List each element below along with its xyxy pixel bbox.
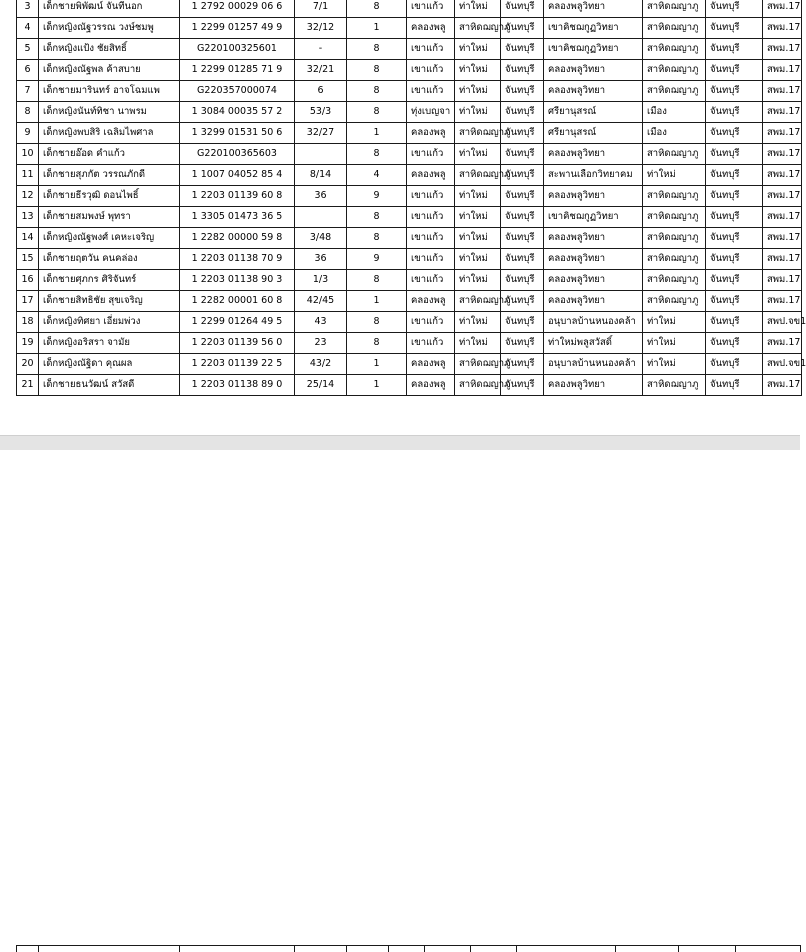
table-row (17, 354, 802, 375)
tambon-cell: ท่าใหม่ (455, 144, 501, 165)
moo-number-cell: 1 (347, 354, 407, 375)
row-number-cell: 14 (17, 228, 39, 249)
next-table-top-edge (16, 945, 801, 952)
house-number-cell: 32/21 (295, 60, 347, 81)
village-cell: เขาแก้ว (407, 60, 455, 81)
row-number-cell: 9 (17, 123, 39, 144)
house-number-cell: 36 (295, 186, 347, 207)
tambon-cell: สาหิดฌญาภู (455, 18, 501, 39)
tambon-cell: ท่าใหม่ (455, 81, 501, 102)
education-area-cell: สพม.17 (763, 186, 802, 207)
school-province-cell: จันทบุรี (706, 312, 763, 333)
table-row (17, 312, 802, 333)
citizen-id-cell: 1 3084 00035 57 2 (180, 102, 295, 123)
student-name-cell: เด็กหญิงณัฐพงศ์ เคหะเจริญ (39, 228, 180, 249)
moo-number-cell: 8 (347, 39, 407, 60)
province-cell: จันทบุรี (501, 186, 544, 207)
student-name-cell: เด็กชายสิทธิชัย สุขเจริญ (39, 291, 180, 312)
citizen-id-cell: 1 2792 00029 06 6 (180, 0, 295, 18)
moo-number-cell: 8 (347, 144, 407, 165)
moo-number-cell: 8 (347, 270, 407, 291)
citizen-id-cell: 1 2203 01139 56 0 (180, 333, 295, 354)
student-name-cell: เด็กชายสุภกัต วรรณภักดี (39, 165, 180, 186)
school-district-cell: สาหิดฌญาภู (643, 60, 706, 81)
school-province-cell: จันทบุรี (706, 354, 763, 375)
row-number-cell: 13 (17, 207, 39, 228)
village-cell: คลองพลู (407, 165, 455, 186)
moo-number-cell: 8 (347, 228, 407, 249)
province-cell: จันทบุรี (501, 291, 544, 312)
province-cell: จันทบุรี (501, 333, 544, 354)
school-province-cell: จันทบุรี (706, 249, 763, 270)
school-district-cell: สาหิดฌญาภู (643, 0, 706, 18)
row-number-cell: 21 (17, 375, 39, 396)
row-number-cell: 16 (17, 270, 39, 291)
province-cell: จันทบุรี (501, 39, 544, 60)
row-number-cell: 19 (17, 333, 39, 354)
moo-number-cell: 1 (347, 375, 407, 396)
row-number-cell: 7 (17, 81, 39, 102)
tambon-cell: ท่าใหม่ (455, 270, 501, 291)
tambon-cell: ท่าใหม่ (455, 102, 501, 123)
province-cell: จันทบุรี (501, 81, 544, 102)
school-province-cell: จันทบุรี (706, 18, 763, 39)
student-name-cell: เด็กชายธีรวุฒิ ดอนไพธิ์ (39, 186, 180, 207)
education-area-cell: สพม.17 (763, 165, 802, 186)
education-area-cell: สพม.17 (763, 123, 802, 144)
table-row (17, 249, 802, 270)
school-name-cell: อนุบาลบ้านหนองคล้า (544, 354, 643, 375)
school-name-cell: ศรียานุสรณ์ (544, 123, 643, 144)
house-number-cell: 36 (295, 249, 347, 270)
table-row (17, 186, 802, 207)
school-name-cell: สะพานเลือกวิทยาคม (544, 165, 643, 186)
school-province-cell: จันทบุรี (706, 375, 763, 396)
citizen-id-cell: 1 2299 01257 49 9 (180, 18, 295, 39)
moo-number-cell: 8 (347, 207, 407, 228)
moo-number-cell: 8 (347, 333, 407, 354)
citizen-id-cell: 1 2203 01139 60 8 (180, 186, 295, 207)
table-row (17, 144, 802, 165)
student-name-cell: เด็กชายพิพัฒน์ จันทีนอก (39, 0, 180, 18)
citizen-id-cell: 1 2299 01264 49 5 (180, 312, 295, 333)
school-name-cell: เขาคิชฌกูฏวิทยา (544, 18, 643, 39)
school-province-cell: จันทบุรี (706, 123, 763, 144)
table-row (17, 102, 802, 123)
moo-number-cell: 1 (347, 123, 407, 144)
student-name-cell: เด็กชายมารินทร์ อาจโฉมแพ (39, 81, 180, 102)
house-number-cell: 42/45 (295, 291, 347, 312)
student-name-cell: เด็กหญิงณัฐวรรณ วงษ์ชมพู (39, 18, 180, 39)
citizen-id-cell: 1 2299 01285 71 9 (180, 60, 295, 81)
house-number-cell: - (295, 39, 347, 60)
row-number-cell: 3 (17, 0, 39, 18)
tambon-cell: ท่าใหม่ (455, 207, 501, 228)
province-cell: จันทบุรี (501, 102, 544, 123)
house-number-cell: 32/27 (295, 123, 347, 144)
house-number-cell: 32/12 (295, 18, 347, 39)
row-number-cell: 12 (17, 186, 39, 207)
village-cell: เขาแก้ว (407, 228, 455, 249)
row-number-cell: 17 (17, 291, 39, 312)
moo-number-cell: 9 (347, 186, 407, 207)
moo-number-cell: 1 (347, 18, 407, 39)
province-cell: จันทบุรี (501, 18, 544, 39)
student-name-cell: เด็กหญิงแป้ง ชัยสิทธิ์ (39, 39, 180, 60)
province-cell: จันทบุรี (501, 165, 544, 186)
moo-number-cell: 8 (347, 60, 407, 81)
village-cell: เขาแก้ว (407, 0, 455, 18)
table-row (17, 60, 802, 81)
school-name-cell: ท่าใหม่พลูสวัสดิ์ (544, 333, 643, 354)
moo-number-cell: 8 (347, 102, 407, 123)
house-number-cell: 1/3 (295, 270, 347, 291)
education-area-cell: สพม.17 (763, 228, 802, 249)
table-row (17, 375, 802, 396)
moo-number-cell: 8 (347, 312, 407, 333)
province-cell: จันทบุรี (501, 207, 544, 228)
school-name-cell: เขาคิชฌกูฏวิทยา (544, 39, 643, 60)
village-cell: คลองพลู (407, 291, 455, 312)
school-district-cell: ท่าใหม่ (643, 312, 706, 333)
village-cell: เขาแก้ว (407, 249, 455, 270)
school-district-cell: ท่าใหม่ (643, 165, 706, 186)
province-cell: จันทบุรี (501, 354, 544, 375)
province-cell: จันทบุรี (501, 228, 544, 249)
student-name-cell: เด็กหญิงทิศยา เอี่ยมพ่วง (39, 312, 180, 333)
province-cell: จันทบุรี (501, 123, 544, 144)
school-name-cell: คลองพลูวิทยา (544, 375, 643, 396)
row-number-cell: 6 (17, 60, 39, 81)
house-number-cell (295, 144, 347, 165)
student-name-cell: เด็กหญิงอริสรา จามัย (39, 333, 180, 354)
village-cell: เขาแก้ว (407, 333, 455, 354)
student-name-cell: เด็กหญิงณัฐิดา คุณผล (39, 354, 180, 375)
student-name-cell: เด็กชายศุภกร ศิริจันทร์ (39, 270, 180, 291)
student-name-cell: เด็กหญิงนันท์ทิชา นาพรม (39, 102, 180, 123)
house-number-cell: 6 (295, 81, 347, 102)
education-area-cell: สพม.17 (763, 102, 802, 123)
school-province-cell: จันทบุรี (706, 39, 763, 60)
house-number-cell (295, 207, 347, 228)
tambon-cell: ท่าใหม่ (455, 312, 501, 333)
moo-number-cell: 1 (347, 291, 407, 312)
education-area-cell: สพม.17 (763, 18, 802, 39)
school-province-cell: จันทบุรี (706, 165, 763, 186)
school-name-cell: คลองพลูวิทยา (544, 60, 643, 81)
school-district-cell: เมือง (643, 102, 706, 123)
school-province-cell: จันทบุรี (706, 81, 763, 102)
student-name-cell: เด็กชายฤตวัน คนคล่อง (39, 249, 180, 270)
table-row (17, 18, 802, 39)
education-area-cell: สพม.17 (763, 60, 802, 81)
school-district-cell: สาหิดฌญาภู (643, 144, 706, 165)
village-cell: ทุ่งเบญจา (407, 102, 455, 123)
education-area-cell: สพม.17 (763, 0, 802, 18)
education-area-cell: สพม.17 (763, 249, 802, 270)
house-number-cell: 25/14 (295, 375, 347, 396)
tambon-cell: ท่าใหม่ (455, 39, 501, 60)
next-page (0, 450, 800, 500)
table-row (17, 123, 802, 144)
school-province-cell: จันทบุรี (706, 102, 763, 123)
school-province-cell: จันทบุรี (706, 228, 763, 249)
school-name-cell: คลองพลูวิทยา (544, 144, 643, 165)
education-area-cell: สพม.17 (763, 81, 802, 102)
province-cell: จันทบุรี (501, 249, 544, 270)
row-number-cell: 11 (17, 165, 39, 186)
school-district-cell: ท่าใหม่ (643, 333, 706, 354)
citizen-id-cell: 1 2203 01139 22 5 (180, 354, 295, 375)
row-number-cell: 20 (17, 354, 39, 375)
row-number-cell: 4 (17, 18, 39, 39)
village-cell: คลองพลู (407, 375, 455, 396)
school-province-cell: จันทบุรี (706, 0, 763, 18)
table-row (17, 81, 802, 102)
student-name-cell: เด็กชายอ๊อด คำแก้ว (39, 144, 180, 165)
school-district-cell: สาหิดฌญาภู (643, 207, 706, 228)
province-cell: จันทบุรี (501, 312, 544, 333)
school-name-cell: คลองพลูวิทยา (544, 81, 643, 102)
citizen-id-cell: 1 2282 00001 60 8 (180, 291, 295, 312)
citizen-id-cell: G220357000074 (180, 81, 295, 102)
tambon-cell: สาหิดฌญาภู (455, 165, 501, 186)
table-row (17, 165, 802, 186)
education-area-cell: สพม.17 (763, 333, 802, 354)
moo-number-cell: 4 (347, 165, 407, 186)
village-cell: เขาแก้ว (407, 270, 455, 291)
student-name-cell: เด็กหญิงพบสิริ เฉลิมไพศาล (39, 123, 180, 144)
school-province-cell: จันทบุรี (706, 144, 763, 165)
education-area-cell: สพม.17 (763, 144, 802, 165)
tambon-cell: ท่าใหม่ (455, 228, 501, 249)
school-province-cell: จันทบุรี (706, 333, 763, 354)
table-row (17, 291, 802, 312)
school-district-cell: เมือง (643, 123, 706, 144)
school-province-cell: จันทบุรี (706, 186, 763, 207)
tambon-cell: สาหิดฌญาภู (455, 375, 501, 396)
house-number-cell: 43/2 (295, 354, 347, 375)
village-cell: เขาแก้ว (407, 186, 455, 207)
table-row (17, 0, 802, 18)
row-number-cell: 18 (17, 312, 39, 333)
school-district-cell: สาหิดฌญาภู (643, 18, 706, 39)
citizen-id-cell: 1 2282 00000 59 8 (180, 228, 295, 249)
table-row (17, 270, 802, 291)
school-district-cell: สาหิดฌญาภู (643, 228, 706, 249)
tambon-cell: สาหิดฌญาภู (455, 354, 501, 375)
school-district-cell: ท่าใหม่ (643, 354, 706, 375)
school-district-cell: สาหิดฌญาภู (643, 375, 706, 396)
education-area-cell: สพม.17 (763, 375, 802, 396)
school-name-cell: คลองพลูวิทยา (544, 186, 643, 207)
table-body (17, 0, 806, 396)
school-district-cell: สาหิดฌญาภู (643, 249, 706, 270)
row-number-cell: 8 (17, 102, 39, 123)
row-number-cell: 5 (17, 39, 39, 60)
citizen-id-cell: G220100325601 (180, 39, 295, 60)
school-name-cell: ศรียานุสรณ์ (544, 102, 643, 123)
house-number-cell: 8/14 (295, 165, 347, 186)
house-number-cell: 3/48 (295, 228, 347, 249)
school-name-cell: อนุบาลบ้านหนองคล้า (544, 312, 643, 333)
province-cell: จันทบุรี (501, 60, 544, 81)
tambon-cell: ท่าใหม่ (455, 249, 501, 270)
school-name-cell: เขาคิชฌกูฏวิทยา (544, 207, 643, 228)
school-name-cell: คลองพลูวิทยา (544, 270, 643, 291)
village-cell: เขาแก้ว (407, 207, 455, 228)
village-cell: เขาแก้ว (407, 144, 455, 165)
student-table (16, 0, 806, 396)
house-number-cell: 43 (295, 312, 347, 333)
row-number-cell: 10 (17, 144, 39, 165)
school-district-cell: สาหิดฌญาภู (643, 270, 706, 291)
school-district-cell: สาหิดฌญาภู (643, 81, 706, 102)
school-name-cell: คลองพลูวิทยา (544, 228, 643, 249)
house-number-cell: 23 (295, 333, 347, 354)
education-area-cell: สพม.17 (763, 270, 802, 291)
province-cell: จันทบุรี (501, 144, 544, 165)
tambon-cell: ท่าใหม่ (455, 333, 501, 354)
education-area-cell: สพป.จข1 (763, 354, 802, 375)
school-name-cell: คลองพลูวิทยา (544, 0, 643, 18)
village-cell: คลองพลู (407, 18, 455, 39)
page-separator (0, 435, 800, 451)
school-district-cell: สาหิดฌญาภู (643, 39, 706, 60)
student-name-cell: เด็กชายธนวัฒน์ สวัสดี (39, 375, 180, 396)
school-province-cell: จันทบุรี (706, 291, 763, 312)
citizen-id-cell: 1 2203 01138 70 9 (180, 249, 295, 270)
school-province-cell: จันทบุรี (706, 60, 763, 81)
tambon-cell: สาหิดฌญาภู (455, 123, 501, 144)
province-cell: จันทบุรี (501, 375, 544, 396)
village-cell: คลองพลู (407, 123, 455, 144)
house-number-cell: 7/1 (295, 0, 347, 18)
house-number-cell: 53/3 (295, 102, 347, 123)
school-province-cell: จันทบุรี (706, 207, 763, 228)
education-area-cell: สพม.17 (763, 207, 802, 228)
province-cell: จันทบุรี (501, 270, 544, 291)
school-district-cell: สาหิดฌญาภู (643, 186, 706, 207)
village-cell: เขาแก้ว (407, 81, 455, 102)
school-name-cell: คลองพลูวิทยา (544, 291, 643, 312)
citizen-id-cell: 1 2203 01138 89 0 (180, 375, 295, 396)
student-name-cell: เด็กหญิงณัฐพล ค้าสบาย (39, 60, 180, 81)
tambon-cell: ท่าใหม่ (455, 186, 501, 207)
education-area-cell: สพป.จข1 (763, 312, 802, 333)
village-cell: คลองพลู (407, 354, 455, 375)
village-cell: เขาแก้ว (407, 312, 455, 333)
school-province-cell: จันทบุรี (706, 270, 763, 291)
school-name-cell: คลองพลูวิทยา (544, 249, 643, 270)
citizen-id-cell: 1 3305 01473 36 5 (180, 207, 295, 228)
school-district-cell: สาหิดฌญาภู (643, 291, 706, 312)
tambon-cell: ท่าใหม่ (455, 0, 501, 18)
table-row (17, 333, 802, 354)
table-row (17, 228, 802, 249)
citizen-id-cell: 1 2203 01138 90 3 (180, 270, 295, 291)
table-row (17, 39, 802, 60)
row-number-cell: 15 (17, 249, 39, 270)
village-cell: เขาแก้ว (407, 39, 455, 60)
province-cell: จันทบุรี (501, 0, 544, 18)
table-row (17, 207, 802, 228)
citizen-id-cell: 1 3299 01531 50 6 (180, 123, 295, 144)
document-page (0, 0, 806, 435)
tambon-cell: ท่าใหม่ (455, 60, 501, 81)
citizen-id-cell: 1 1007 04052 85 4 (180, 165, 295, 186)
education-area-cell: สพม.17 (763, 39, 802, 60)
moo-number-cell: 8 (347, 0, 407, 18)
education-area-cell: สพม.17 (763, 291, 802, 312)
moo-number-cell: 8 (347, 81, 407, 102)
tambon-cell: สาหิดฌญาภู (455, 291, 501, 312)
student-name-cell: เด็กชายสมพงษ์ พุทรา (39, 207, 180, 228)
citizen-id-cell: G220100365603 (180, 144, 295, 165)
moo-number-cell: 9 (347, 249, 407, 270)
